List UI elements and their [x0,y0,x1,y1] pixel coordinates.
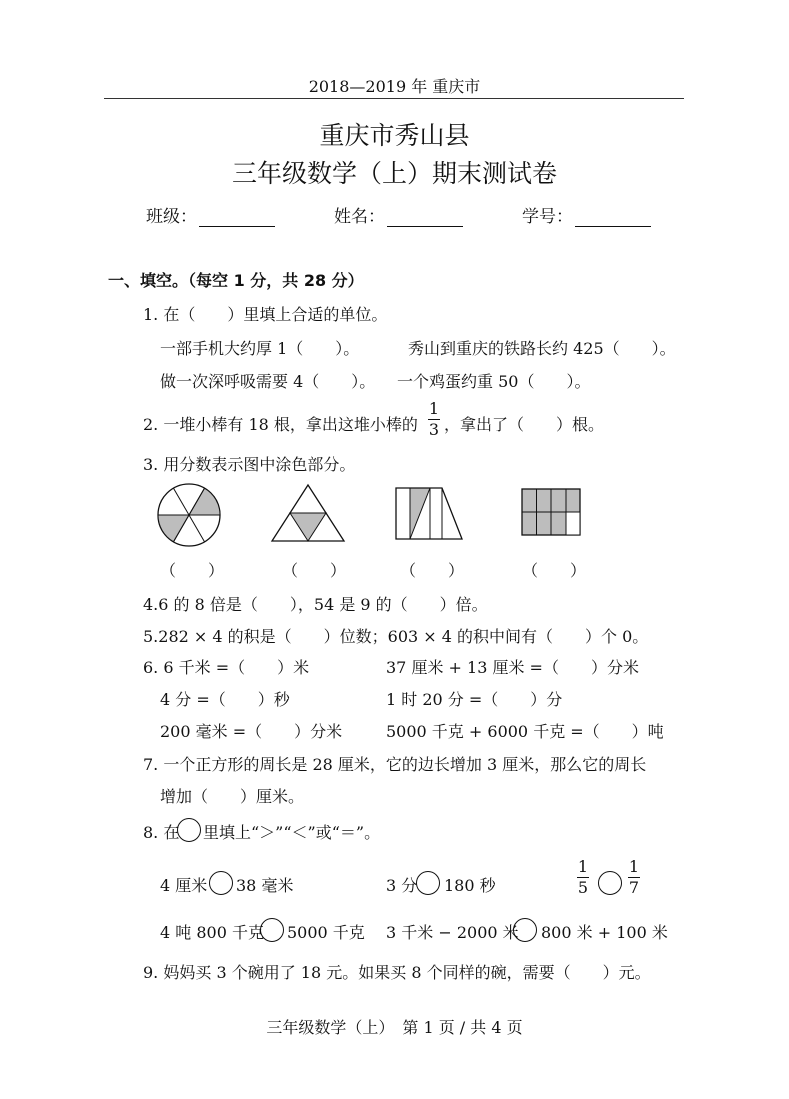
q8-b-left: 3 分 [386,876,418,895]
q6-b: 37 厘米 + 13 厘米 =（ ）分米 [386,658,639,677]
q8-c-denominator: 5 [577,878,589,897]
name-field [334,202,463,227]
q8-b-right: 180 秒 [444,876,496,895]
q1-b: 秀山到重庆的铁路长约 425（ ）。 [408,339,676,358]
q8-e-left: 3 千米 − 2000 米 [386,923,519,942]
footer-page-info: 三年级数学（上） 第 1 页 / 共 4 页 [266,1018,523,1037]
figure-trapezoid [392,485,466,543]
figure-grid [520,487,584,539]
q2-pre: 2. 一堆小棒有 18 根，拿出这堆小棒的 [143,415,418,434]
q1-d: 一个鸡蛋约重 50（ ）。 [397,372,591,391]
figure-circle [156,482,226,552]
q8-c-compare-circle[interactable] [598,871,622,895]
q8-c-right-fraction [628,858,640,897]
id-blank [575,208,651,227]
q8-a-compare-circle[interactable] [209,871,233,895]
header-year: 2018—2019 年 重庆市 [308,77,481,96]
q8-c-denominator: 7 [628,878,640,897]
q6-c: 4 分 =（ ）秒 [160,690,290,709]
q7-line1: 7. 一个正方形的周长是 28 厘米，它的边长增加 3 厘米，那么它的周长 [143,755,647,774]
q8-pre: 8. 在 [143,823,180,842]
q1-c: 做一次深呼吸需要 4（ ）。 [160,372,376,391]
q8-c-numerator: 1 [577,857,589,876]
q3-answer-blank: （ ） [522,561,587,580]
q1-stem: 1. 在（ ）里填上合适的单位。 [143,305,388,324]
q8-a-right: 38 毫米 [236,876,294,895]
q2-fraction [428,400,440,439]
grid-white-cell [566,512,580,535]
q8-d-left: 4 吨 800 千克 [160,923,264,942]
q8-e-right: 800 米 + 100 米 [541,923,668,942]
q2-numerator: 1 [428,399,440,418]
q8-d-right: 5000 千克 [287,923,365,942]
q8-b-compare-circle[interactable] [416,871,440,895]
class-label: 班级： [146,207,197,227]
q6-d: 1 时 20 分 =（ ）分 [386,690,563,709]
title-line1: 重庆市秀山县 [319,121,470,150]
class-blank [199,208,275,227]
q8-post: 里填上“＞”“＜”或“＝”。 [203,823,381,842]
section1-heading: 一、填空。（每空 1 分，共 28 分） [108,271,364,290]
q6-e: 200 毫米 =（ ）分米 [160,722,343,741]
q6-a: 6. 6 千米 =（ ）米 [143,658,310,677]
q9: 9. 妈妈买 3 个碗用了 18 元。如果买 8 个同样的碗，需要（ ）元。 [143,963,651,982]
q2-post: ，拿出了（ ）根。 [444,415,605,434]
trapezoid-outline [396,488,462,539]
q8-c-left-fraction [577,858,589,897]
q8-c-numerator: 1 [628,857,640,876]
q6-f: 5000 千克 + 6000 千克 =（ ）吨 [386,722,664,741]
q7-line2: 增加（ ）厘米。 [160,787,305,806]
figure-triangle [268,482,348,546]
q3-stem: 3. 用分数表示图中涂色部分。 [143,455,356,474]
q8-circle-example [177,818,201,842]
q2-denominator: 3 [428,420,440,439]
q8-a-left: 4 厘米 [160,876,208,895]
q8-d-compare-circle[interactable] [260,918,284,942]
name-label: 姓名： [334,207,385,227]
name-blank [387,208,463,227]
class-field [146,202,275,227]
q3-answer-blank: （ ） [160,561,225,580]
q4: 4.6 的 8 倍是（ ），54 是 9 的（ ）倍。 [143,595,488,614]
q3-answer-blank: （ ） [282,561,347,580]
id-label: 学号： [522,207,573,227]
header-rule [104,98,684,99]
q5: 5.282 × 4 的积是（ ）位数；603 × 4 的积中间有（ ）个 0。 [143,627,649,646]
q8-e-compare-circle[interactable] [513,918,537,942]
id-field [522,202,651,227]
q3-answer-blank: （ ） [400,561,465,580]
title-line2: 三年级数学（上）期末测试卷 [231,159,557,188]
q1-a: 一部手机大约厚 1（ ）。 [160,339,360,358]
